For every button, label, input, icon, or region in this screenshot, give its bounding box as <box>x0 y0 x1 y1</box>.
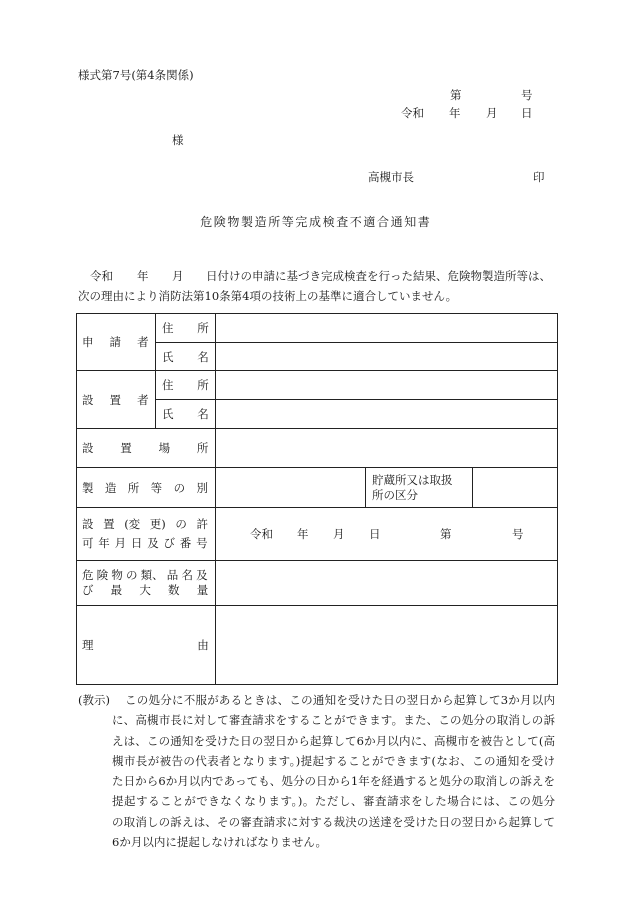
applicant-address-label <box>162 320 209 336</box>
permit-number-prefix: 第 <box>440 527 452 541</box>
label-glyph: 設 <box>82 441 94 455</box>
label-glyph: 許 <box>196 517 208 531</box>
label-glyph: 番 <box>179 536 192 550</box>
label-glyph: 及 <box>147 536 159 550</box>
label-glyph: 所 <box>197 321 209 335</box>
issuer-title: 高槻市長 <box>368 170 414 184</box>
notice-line: 槻市長が被告の代表者となります。)提起することができます(なお、この通知を受け <box>112 753 555 768</box>
intro-date-era: 令和 <box>90 269 113 283</box>
intro-date-year: 年 <box>137 269 149 283</box>
reason-value-cell <box>216 606 558 685</box>
label-glyph: 更) <box>149 517 166 531</box>
facility-type-label <box>82 480 209 496</box>
installer-address-label <box>162 377 209 393</box>
applicant-name-label <box>162 349 209 365</box>
label-glyph: 申 <box>82 335 94 349</box>
label-glyph: 設 <box>82 392 94 407</box>
label-glyph: 量 <box>196 583 209 597</box>
label-glyph: び <box>163 536 175 550</box>
facility-category-value-cell <box>473 468 558 508</box>
hazardous-materials-label-cell <box>77 561 216 606</box>
label-glyph: 理 <box>82 638 94 652</box>
installer-address-label-cell <box>156 371 216 400</box>
installer-name-label-cell <box>156 400 216 429</box>
label-glyph: 氏 <box>162 349 174 364</box>
intro-line1-text: 日付けの申請に基づき完成検査を行った結果、危険物製造所等は、 <box>206 269 551 283</box>
facility-category-label-cell <box>366 468 473 508</box>
applicant-name-label-cell <box>156 343 216 371</box>
label-glyph: 可 <box>82 536 94 550</box>
reason-label <box>82 637 209 653</box>
label-glyph: 類、 <box>140 567 164 582</box>
label-glyph: 名 <box>181 567 193 582</box>
installer-name-label <box>162 406 209 422</box>
applicant-name-value-cell <box>216 343 558 371</box>
location-label-cell <box>77 429 216 468</box>
facility-type-label-cell <box>77 468 216 508</box>
label-glyph: 数 <box>168 583 180 597</box>
label-glyph: 険 <box>96 567 109 582</box>
intro-line2-text: 次の理由により消防法第10条第4項の技術上の基準に適合していません。 <box>78 289 458 303</box>
installer-address-value-cell <box>216 371 558 400</box>
permit-date-year: 年 <box>297 527 309 541</box>
hazardous-materials-value-cell <box>216 561 558 606</box>
installer-label <box>82 392 149 408</box>
applicant-address-label-cell <box>156 314 216 343</box>
facility-type-value-cell <box>216 468 366 508</box>
intro-date-month: 月 <box>172 269 184 283</box>
label-glyph: 品 <box>166 567 179 582</box>
label-glyph: 所 <box>127 480 140 495</box>
label-glyph: 等 <box>150 480 163 495</box>
notice-line: た日から6か月以内であっても、処分の日から1年を経過すると処分の取消しの訴えを <box>112 774 555 789</box>
location-value-cell <box>216 429 558 468</box>
label-glyph: 号 <box>196 536 208 550</box>
document-title: 危険物製造所等完成検査不適合通知書 <box>200 215 432 229</box>
label-glyph: 所 <box>197 378 209 392</box>
label-glyph: 置 <box>103 517 115 531</box>
label-glyph: 大 <box>139 583 151 597</box>
facility-category-label-line1: 貯蔵所又は取扱 <box>372 472 453 487</box>
inspection-result-table <box>76 313 558 685</box>
applicant-address-value-cell <box>216 314 558 343</box>
issue-date-year: 年 <box>449 106 461 120</box>
label-glyph: 場 <box>158 441 171 455</box>
label-glyph: 置 <box>109 392 122 407</box>
label-glyph: 最 <box>110 583 123 597</box>
label-glyph: 由 <box>197 638 209 652</box>
permit-date-day: 日 <box>369 527 381 541</box>
label-glyph: 製 <box>82 480 94 495</box>
hazardous-materials-label-line2 <box>82 583 209 599</box>
installer-name-value-cell <box>216 400 558 429</box>
label-glyph: 危 <box>82 567 94 582</box>
notice-text <box>112 690 555 852</box>
permit-label-cell <box>77 508 216 561</box>
notice-line: の取消しの訴えは、その審査請求に対する裁決の送達を受けた日の翌日から起算して <box>112 814 555 829</box>
location-label <box>82 440 209 456</box>
label-glyph: 名 <box>197 349 209 364</box>
label-glyph: 及 <box>196 567 208 582</box>
label-glyph: の <box>173 480 186 495</box>
label-glyph: 月 <box>114 536 127 550</box>
facility-category-label-line2: 所の区分 <box>372 487 418 502</box>
permit-value-cell <box>216 508 558 561</box>
label-glyph: び <box>82 583 94 597</box>
label-glyph: 名 <box>197 407 209 421</box>
notice-label: (教示) <box>78 693 110 707</box>
label-glyph: 物 <box>111 567 123 582</box>
notice-line: この処分に不服があるときは、この通知を受けた日の翌日から起算して3か月以内 <box>125 693 555 707</box>
label-glyph: 日 <box>130 536 143 550</box>
label-glyph: 設 <box>82 517 94 531</box>
label-glyph: 氏 <box>162 407 174 421</box>
form-number: 様式第7号(第4条関係) <box>78 68 194 82</box>
issue-date-era: 令和 <box>401 106 424 120</box>
permit-number-suffix: 号 <box>512 527 524 541</box>
label-glyph: 者 <box>137 335 149 349</box>
permit-date-era: 令和 <box>250 527 273 541</box>
document-number-suffix: 号 <box>521 88 533 102</box>
notice-line: に、高槻市長に対して審査請求をすることができます。また、この処分の取消しの訴 <box>112 713 555 728</box>
notice-line: えは、この通知を受けた日の翌日から起算して6か月以内に、高槻市を被告として(高 <box>112 733 555 748</box>
label-glyph: の <box>175 517 187 531</box>
issuer-seal: 印 <box>533 170 545 184</box>
permit-date-month: 月 <box>333 527 345 541</box>
notice-line: 提起することができなくなります。)。ただし、審査請求をした場合には、この処分 <box>112 794 555 809</box>
label-glyph: 所 <box>196 441 209 455</box>
permit-label-line2 <box>82 534 209 553</box>
label-glyph: 住 <box>162 378 174 392</box>
addressee-suffix: 様 <box>172 133 184 147</box>
label-glyph: 別 <box>196 480 208 495</box>
issue-date-day: 日 <box>521 106 533 120</box>
permit-label-line1 <box>82 515 209 534</box>
label-glyph: 年 <box>98 536 110 550</box>
label-glyph: 造 <box>104 480 117 495</box>
label-glyph: の <box>125 567 138 582</box>
hazardous-materials-label-line1 <box>82 568 209 584</box>
applicant-label-cell <box>77 314 156 371</box>
label-glyph: 置 <box>120 441 132 455</box>
issue-date-month: 月 <box>486 106 498 120</box>
label-glyph: 者 <box>137 392 149 407</box>
label-glyph: 住 <box>162 321 174 335</box>
notice-line: 6か月以内に提起しなければなりません。 <box>112 835 328 850</box>
installer-label-cell <box>77 371 156 429</box>
applicant-label <box>82 334 149 350</box>
document-number-prefix: 第 <box>450 88 462 102</box>
reason-label-cell <box>77 606 216 685</box>
label-glyph: (変 <box>124 517 141 531</box>
label-glyph: 請 <box>109 335 122 349</box>
